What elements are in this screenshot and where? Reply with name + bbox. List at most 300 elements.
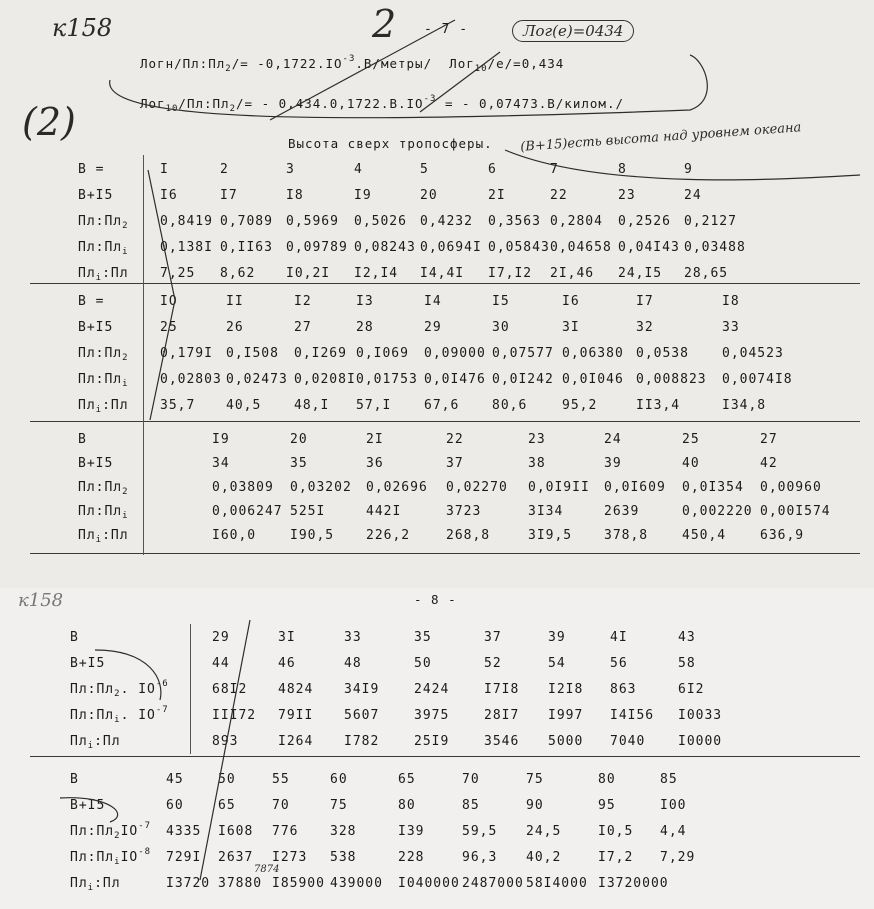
table-cell: 22: [550, 188, 568, 203]
table-cell: 4824: [278, 682, 314, 697]
table-cell: 0,0I476: [424, 372, 486, 387]
table-cell: 40,5: [226, 398, 262, 413]
table-cell: 0,03488: [684, 240, 746, 255]
row-label-text: Пл:Пл: [78, 346, 123, 361]
table-cell: 0,I269: [294, 346, 347, 361]
table-cell: 26: [226, 320, 244, 335]
table-cell: 28,65: [684, 266, 729, 281]
row-label: [78, 504, 129, 519]
row-label-suffix: :Пл: [94, 734, 121, 749]
divider: [30, 756, 860, 757]
table-cell: 3I: [278, 630, 296, 645]
table-cell: 776: [272, 824, 299, 839]
table-cell: 328: [330, 824, 357, 839]
table-cell: 0,006247: [212, 504, 283, 519]
table-cell: 2I,46: [550, 266, 595, 281]
row-label-text: В =: [78, 162, 105, 177]
table-cell: 58I4000: [526, 876, 588, 891]
row-label-subscript: i: [114, 857, 121, 867]
vertical-rule: [190, 624, 191, 754]
row-label-subscript: 2: [114, 831, 121, 841]
table-cell: 0,09000: [424, 346, 486, 361]
table-cell: 43: [678, 630, 696, 645]
table-cell: 2424: [414, 682, 450, 697]
row-label-subscript: i: [87, 883, 95, 893]
table-cell: 228: [398, 850, 425, 865]
table-cell: 0,3563: [488, 214, 541, 229]
table-cell: 6: [488, 162, 497, 177]
row-label: [70, 772, 79, 787]
table-cell: 57,I: [356, 398, 392, 413]
table-cell: 7,29: [660, 850, 696, 865]
table-cell: I34,8: [722, 398, 767, 413]
table-cell: I0000: [678, 734, 723, 749]
table-cell: 0,02270: [446, 480, 508, 495]
row-label-subscript: i: [122, 511, 129, 521]
table-cell: 46: [278, 656, 296, 671]
row-label-suffix: :Пл: [94, 876, 121, 891]
table-cell: I: [160, 162, 169, 177]
row-label-exponent: -7: [155, 705, 169, 715]
table-cell: 0,0I9II: [528, 480, 590, 495]
table-cell: 2487000: [462, 876, 524, 891]
table-cell: 2: [220, 162, 229, 177]
table-cell: I2: [294, 294, 312, 309]
table-cell: 55: [272, 772, 290, 787]
table-cell: 0,II63: [220, 240, 273, 255]
table-cell: I9: [354, 188, 372, 203]
row-label: [78, 294, 104, 309]
row-label-text: Пл:Пл: [78, 214, 123, 229]
formula-line-2: $Лог_{10}/Пл:Пл_2/= - 0,434.0,1722.В.IO^{-3}$ = - 0,07473.В/килом./: [140, 94, 624, 114]
row-label-text: В+I5: [78, 188, 114, 203]
row-label-text: Пл: [70, 876, 88, 891]
vertical-rule: [143, 155, 144, 555]
table-cell: 28: [356, 320, 374, 335]
row-label-text: Пл:Пл: [70, 824, 115, 839]
table-cell: 0,0I242: [492, 372, 554, 387]
row-label-suffix: IO: [120, 850, 139, 865]
table-cell: 0,0694I: [420, 240, 482, 255]
table-cell: 3: [286, 162, 295, 177]
row-label: [70, 734, 121, 749]
table-cell: 0,4232: [420, 214, 473, 229]
row-label-text: В+I5: [70, 656, 106, 671]
table-cell: 50: [414, 656, 432, 671]
table-cell: 40: [682, 456, 700, 471]
table-cell: 0,0I354: [682, 480, 744, 495]
table-cell: I3: [356, 294, 374, 309]
table-cell: 59,5: [462, 824, 498, 839]
page-number-2: - 8 -: [414, 592, 457, 607]
table-cell: 95,2: [562, 398, 598, 413]
table-cell: 3546: [484, 734, 520, 749]
row-label-subscript: 2: [122, 353, 129, 363]
table-cell: 24: [604, 432, 622, 447]
handwritten-note-number: 7874: [254, 864, 280, 875]
table-cell: 0,2526: [618, 214, 671, 229]
table-cell: 28I7: [484, 708, 520, 723]
table-cell: 9: [684, 162, 693, 177]
table-cell: 38: [528, 456, 546, 471]
table-cell: II: [226, 294, 244, 309]
table-cell: I997: [548, 708, 584, 723]
table-cell: I85900: [272, 876, 325, 891]
table-cell: 70: [272, 798, 290, 813]
table-cell: 0,I508: [226, 346, 279, 361]
table-cell: 729I: [166, 850, 202, 865]
table-cell: 27: [760, 432, 778, 447]
table-cell: 7040: [610, 734, 646, 749]
row-label-text: В+I5: [78, 320, 114, 335]
table-cell: 0,5969: [286, 214, 339, 229]
table-cell: 0,04I43: [618, 240, 680, 255]
table-cell: I4I56: [610, 708, 655, 723]
table-cell: 8: [618, 162, 627, 177]
table-cell: 75: [330, 798, 348, 813]
row-label: [78, 528, 129, 543]
table-cell: I0033: [678, 708, 723, 723]
table-cell: 48: [344, 656, 362, 671]
table-cell: 80: [598, 772, 616, 787]
row-label: [78, 266, 129, 281]
handwritten-note-log: Лог(е)=0434: [512, 20, 634, 42]
table-cell: 636,9: [760, 528, 805, 543]
table-cell: 3I: [562, 320, 580, 335]
table-cell: 0,08243: [354, 240, 416, 255]
table-cell: I7I8: [484, 682, 520, 697]
table-cell: 34I9: [344, 682, 380, 697]
table-cell: 39: [548, 630, 566, 645]
table-cell: 5607: [344, 708, 380, 723]
table-cell: I7,I2: [488, 266, 533, 281]
table-cell: I264: [278, 734, 314, 749]
row-label-suffix: :Пл: [102, 266, 129, 281]
archive-mark: к158: [52, 14, 113, 42]
row-label-subscript: i: [122, 247, 129, 257]
table-cell: 70: [462, 772, 480, 787]
table-cell: 0,07577: [492, 346, 554, 361]
table-cell: 2637: [218, 850, 254, 865]
row-label-text: Пл:Пл: [78, 372, 123, 387]
row-label: [78, 432, 87, 447]
table-cell: 525I: [290, 504, 326, 519]
row-label-subscript: i: [95, 273, 103, 283]
row-label-suffix: IO: [120, 824, 139, 839]
table-cell: 60: [330, 772, 348, 787]
row-label-exponent: -8: [138, 847, 152, 857]
row-label-text: Пл: [70, 734, 88, 749]
table-cell: 268,8: [446, 528, 491, 543]
row-label-subscript: i: [114, 715, 121, 725]
table-cell: 0,05843: [488, 240, 550, 255]
table-cell: I90,5: [290, 528, 335, 543]
table-cell: 0,0I609: [604, 480, 666, 495]
table-cell: 0,002220: [682, 504, 753, 519]
row-label: [70, 821, 152, 841]
table-cell: 4I: [610, 630, 628, 645]
table-cell: 33: [722, 320, 740, 335]
table-cell: I273: [272, 850, 308, 865]
table-cell: 23: [618, 188, 636, 203]
table-cell: 39: [604, 456, 622, 471]
table-cell: 3723: [446, 504, 482, 519]
row-label-text: Пл:Пл: [70, 708, 115, 723]
table-cell: 2I: [488, 188, 506, 203]
table-cell: 0,0208I: [294, 372, 356, 387]
row-label-subscript: i: [95, 535, 103, 545]
row-label-text: В: [70, 772, 79, 787]
row-label-subscript: i: [95, 405, 103, 415]
table-cell: 45: [166, 772, 184, 787]
table-cell: 37: [484, 630, 502, 645]
row-label: [78, 346, 129, 361]
row-label-text: Пл:Пл: [78, 480, 123, 495]
table-cell: 37: [446, 456, 464, 471]
table-cell: 65: [398, 772, 416, 787]
table-cell: 5: [420, 162, 429, 177]
table-cell: 33: [344, 630, 362, 645]
table-cell: 3I9,5: [528, 528, 573, 543]
table-cell: 54: [548, 656, 566, 671]
table-cell: 538: [330, 850, 357, 865]
table-cell: I6: [160, 188, 178, 203]
row-label-text: Пл:Пл: [70, 682, 115, 697]
table-cell: I0,5: [598, 824, 634, 839]
table-cell: 0,04523: [722, 346, 784, 361]
row-label: [70, 847, 152, 867]
table-cell: 32: [636, 320, 654, 335]
row-label-suffix: :Пл: [102, 398, 129, 413]
table-cell: 2I: [366, 432, 384, 447]
table-cell: 0,179I: [160, 346, 213, 361]
row-label: [78, 214, 129, 229]
table-cell: 893: [212, 734, 239, 749]
table-cell: 20: [420, 188, 438, 203]
table-cell: 4,4: [660, 824, 687, 839]
table-cell: 52: [484, 656, 502, 671]
row-label-text: В+I5: [70, 798, 106, 813]
row-label-exponent: -6: [155, 679, 169, 689]
table-cell: 0,03809: [212, 480, 274, 495]
table-cell: 0,02803: [160, 372, 222, 387]
table-cell: I7: [636, 294, 654, 309]
table-cell: 0,008823: [636, 372, 707, 387]
table-cell: 20: [290, 432, 308, 447]
row-label: [78, 240, 129, 255]
table-cell: I7: [220, 188, 238, 203]
row-label-text: В: [70, 630, 79, 645]
table-cell: 4: [354, 162, 363, 177]
table-cell: I00: [660, 798, 687, 813]
table-cell: 85: [462, 798, 480, 813]
divider: [30, 553, 860, 554]
table-cell: 0,02696: [366, 480, 428, 495]
table-cell: I2I8: [548, 682, 584, 697]
table-cell: I7,2: [598, 850, 634, 865]
row-label: [78, 372, 129, 387]
table-cell: I6: [562, 294, 580, 309]
table-cell: I3720000: [598, 876, 669, 891]
table-cell: 65: [218, 798, 236, 813]
row-label: [70, 705, 169, 725]
table-cell: 6I2: [678, 682, 705, 697]
table-cell: 80,6: [492, 398, 528, 413]
table-cell: 7,25: [160, 266, 196, 281]
table-cell: 37880: [218, 876, 263, 891]
table-cell: 48,I: [294, 398, 330, 413]
table-cell: 0,2804: [550, 214, 603, 229]
row-label-text: В: [78, 432, 87, 447]
table-cell: 0,7089: [220, 214, 273, 229]
table-cell: I4,4I: [420, 266, 465, 281]
table-cell: I8: [722, 294, 740, 309]
table-cell: 0,0074I8: [722, 372, 793, 387]
table-cell: 30: [492, 320, 510, 335]
row-label-text: Пл:Пл: [70, 850, 115, 865]
table-cell: 0,0I046: [562, 372, 624, 387]
table-cell: 3I34: [528, 504, 564, 519]
table-cell: 40,2: [526, 850, 562, 865]
row-label: [70, 876, 121, 891]
table-cell: I5: [492, 294, 510, 309]
table-cell: I2,I4: [354, 266, 399, 281]
table-cell: 25: [160, 320, 178, 335]
table-cell: III72: [212, 708, 257, 723]
table-cell: 0,138I: [160, 240, 213, 255]
circled-mark: (2): [22, 100, 76, 144]
table-cell: 863: [610, 682, 637, 697]
table-cell: 27: [294, 320, 312, 335]
row-label-subscript: 2: [114, 689, 121, 699]
table-cell: I3720: [166, 876, 211, 891]
section-title: Высота сверх тропосферы.: [288, 136, 493, 151]
table-cell: 24: [684, 188, 702, 203]
table-cell: 2639: [604, 504, 640, 519]
table-cell: I040000: [398, 876, 460, 891]
table-cell: I608: [218, 824, 254, 839]
row-label-suffix: :Пл: [102, 528, 129, 543]
table-cell: 0,2127: [684, 214, 737, 229]
divider: [30, 421, 860, 422]
formula-line-1: Логн/$Пл:Пл_2/=$ $-0,1722.IO^{-3}.В/метры/$ Лог$_{10}$/e/=0,434: [140, 54, 565, 74]
table-cell: 90: [526, 798, 544, 813]
table-cell: 96,3: [462, 850, 498, 865]
page-number-handwritten: 2: [372, 2, 397, 46]
row-label: [78, 320, 113, 335]
table-cell: 35: [290, 456, 308, 471]
row-label: [70, 656, 105, 671]
table-cell: 79II: [278, 708, 314, 723]
table-cell: 42: [760, 456, 778, 471]
table-cell: 34: [212, 456, 230, 471]
table-cell: I60,0: [212, 528, 257, 543]
table-cell: 24,I5: [618, 266, 663, 281]
row-label-subscript: 2: [122, 221, 129, 231]
table-cell: 44: [212, 656, 230, 671]
table-cell: 0,02473: [226, 372, 288, 387]
table-cell: 23: [528, 432, 546, 447]
table-cell: 439000: [330, 876, 383, 891]
table-cell: 35,7: [160, 398, 196, 413]
row-label-subscript: 2: [122, 487, 129, 497]
table-cell: 0,04658: [550, 240, 612, 255]
table-cell: 0,01753: [356, 372, 418, 387]
handwritten-note-title: (В+15)есть высота над уровнем океана: [519, 120, 802, 155]
table-cell: 0,I069: [356, 346, 409, 361]
table-cell: I782: [344, 734, 380, 749]
table-cell: II3,4: [636, 398, 681, 413]
table-cell: 450,4: [682, 528, 727, 543]
table-cell: I4: [424, 294, 442, 309]
table-cell: I9: [212, 432, 230, 447]
table-cell: 60: [166, 798, 184, 813]
table-cell: 0,09789: [286, 240, 348, 255]
table-cell: 29: [424, 320, 442, 335]
row-label-text: В+I5: [78, 456, 114, 471]
table-cell: 67,6: [424, 398, 460, 413]
row-label-suffix: . IO: [120, 708, 156, 723]
table-cell: 0,00I574: [760, 504, 831, 519]
table-cell: 58: [678, 656, 696, 671]
row-label: [70, 798, 105, 813]
row-label-subscript: i: [87, 741, 95, 751]
table-cell: I39: [398, 824, 425, 839]
table-cell: 29: [212, 630, 230, 645]
row-label-text: Пл: [78, 398, 96, 413]
table-cell: 442I: [366, 504, 402, 519]
table-cell: 226,2: [366, 528, 411, 543]
table-cell: 35: [414, 630, 432, 645]
row-label-text: Пл: [78, 528, 96, 543]
row-label: [78, 162, 104, 177]
table-cell: 4335: [166, 824, 202, 839]
table-cell: 75: [526, 772, 544, 787]
table-cell: 7: [550, 162, 559, 177]
divider: [30, 283, 860, 284]
row-label: [78, 398, 129, 413]
row-label: [78, 456, 113, 471]
table-cell: 36: [366, 456, 384, 471]
row-label-exponent: -7: [138, 821, 152, 831]
row-label: [70, 630, 79, 645]
row-label-text: В =: [78, 294, 105, 309]
table-cell: 5000: [548, 734, 584, 749]
table-cell: 0,00960: [760, 480, 822, 495]
row-label-subscript: i: [122, 379, 129, 389]
row-label: [78, 188, 113, 203]
table-cell: 3975: [414, 708, 450, 723]
archive-mark-2: к158: [18, 590, 64, 611]
table-cell: 56: [610, 656, 628, 671]
table-cell: 80: [398, 798, 416, 813]
table-cell: 8,62: [220, 266, 256, 281]
table-cell: 0,5026: [354, 214, 407, 229]
table-cell: 85: [660, 772, 678, 787]
table-cell: 22: [446, 432, 464, 447]
table-cell: 0,03202: [290, 480, 352, 495]
row-label-text: Пл: [78, 266, 96, 281]
row-label-suffix: . IO: [120, 682, 156, 697]
table-cell: 24,5: [526, 824, 562, 839]
row-label: [78, 480, 129, 495]
table-cell: 25I9: [414, 734, 450, 749]
page-number: - 7 -: [424, 22, 469, 37]
table-cell: 95: [598, 798, 616, 813]
table-cell: 25: [682, 432, 700, 447]
table-cell: 0,0538: [636, 346, 689, 361]
table-cell: 0,8419: [160, 214, 213, 229]
